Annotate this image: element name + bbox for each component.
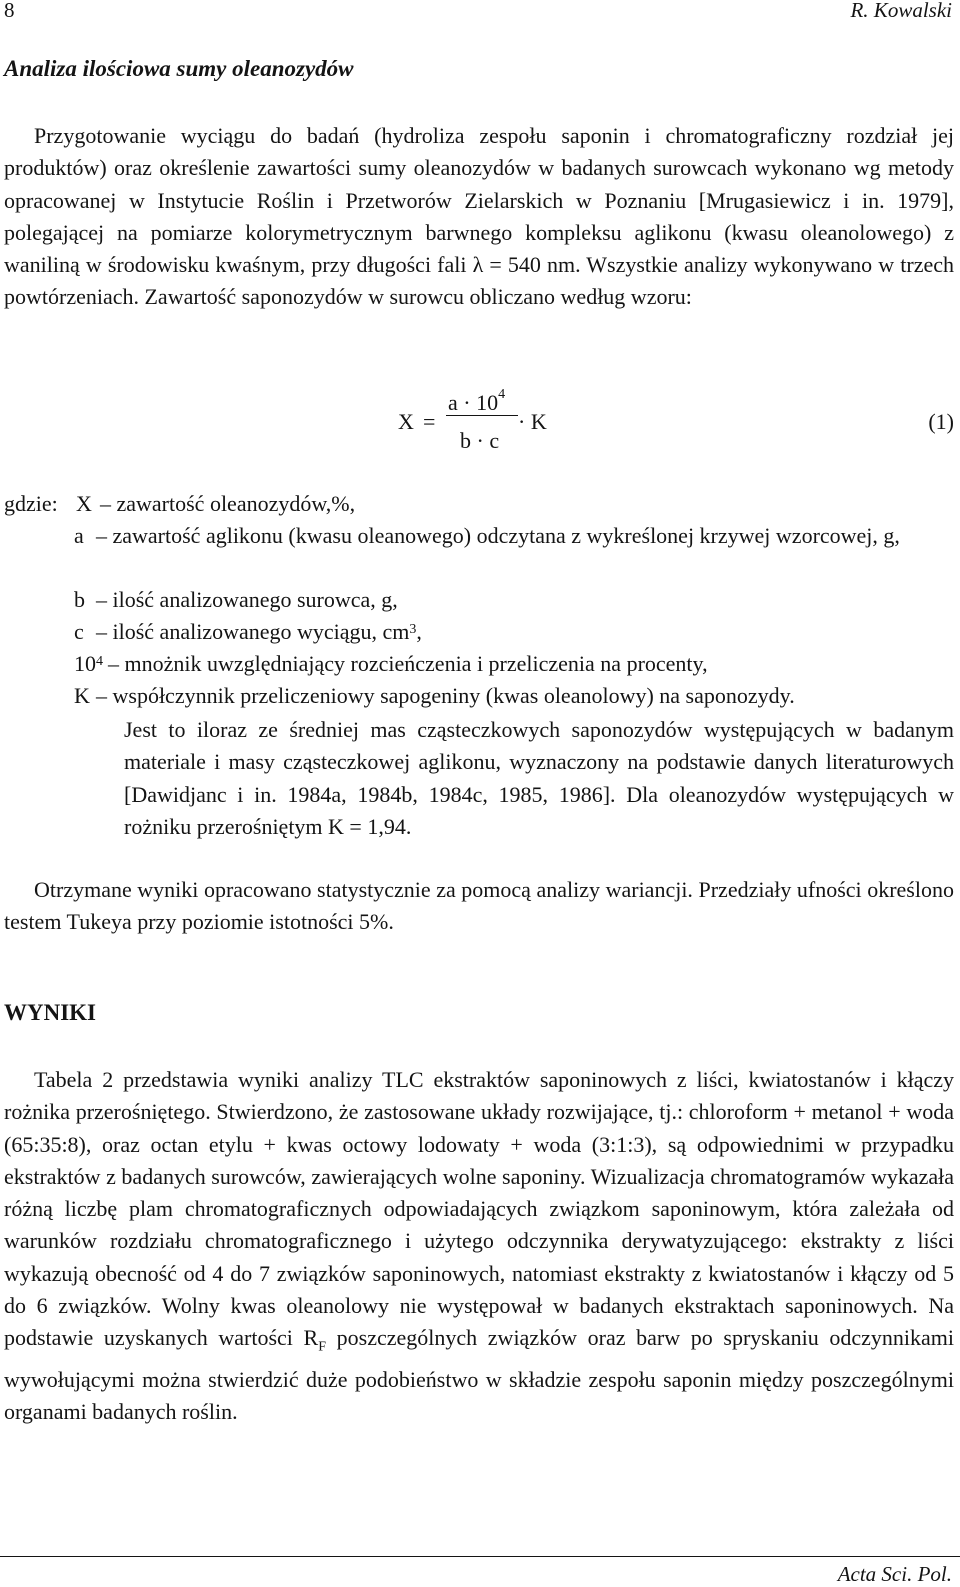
formula-number: (1) xyxy=(928,409,954,434)
formula-lhs: X xyxy=(398,409,414,434)
definition-text: – zawartość oleanozydów,%, xyxy=(100,491,356,516)
page-number: 8 xyxy=(4,0,15,22)
definition-symbol-exponent: 4 xyxy=(96,654,103,669)
definition-text-tail: , xyxy=(416,619,422,644)
formula-numerator-exponent: 4 xyxy=(498,386,506,402)
definition-text-content: – ilość analizowanego wyciągu, cm xyxy=(96,619,410,644)
definition-text: – ilość analizowanego surowca, g, xyxy=(96,587,398,612)
definition-text-content: – zawartość aglikonu (kwasu oleanowego) odczytana z wykreślonej krzywej wzorcowej, g, xyxy=(96,523,900,548)
definition-text: – mnożnik uwzględniający rozcieńczenia i przeliczenia na procenty, xyxy=(108,651,708,676)
definition-text: – współczynnik przeliczeniowy sapogeniny (kwas oleanolowy) na saponozydy. xyxy=(96,683,795,708)
fraction-bar xyxy=(446,415,518,416)
definition-symbol-base: 10 xyxy=(74,651,96,676)
unit-exponent: 3 xyxy=(409,622,417,637)
footer-rule xyxy=(0,1556,960,1557)
definition-symbol: b xyxy=(74,587,85,612)
formula-equals: = xyxy=(423,409,436,434)
formula-1 xyxy=(0,384,960,464)
definition-symbol: a xyxy=(74,523,84,548)
definition-text xyxy=(96,616,954,648)
definition-symbol: c xyxy=(74,619,84,644)
paragraph-method xyxy=(4,120,954,314)
running-header-author: R. Kowalski xyxy=(850,0,952,22)
formula-numerator xyxy=(448,386,506,416)
definition-text xyxy=(96,520,954,552)
definitions-lead: gdzie: xyxy=(4,491,58,516)
formula-numerator-text: a · 10 xyxy=(448,390,499,415)
definition-continuation: Jest to iloraz ze średniej mas cząsteczkowych saponozydów występujących w badanym materiale i masy cząsteczkowej aglikonu, wyznaczony na podstawie danych literaturowych [Dawidjanc i in. 1984a, 1984b, 1984c, 1985, 1986]. Dla oleanozydów występujących w rożniku przerośniętym K = 1,94. xyxy=(124,717,954,839)
formula-denominator: b · c xyxy=(460,428,500,453)
definition-symbol xyxy=(74,648,103,680)
definition-symbol: K xyxy=(74,683,90,708)
paragraph-results xyxy=(4,1064,954,1429)
formula-rhs: · K xyxy=(518,409,547,434)
subsection-title: Analiza ilościowa sumy oleanozydów xyxy=(4,56,354,81)
definition-symbol: X xyxy=(76,491,92,516)
rf-subscript: F xyxy=(318,1339,326,1355)
paragraph-statistics-text: Otrzymane wyniki opracowano statystycznie za pomocą analizy wariancji. Przedziały ufności określono testem Tukeya przy poziomie istotności 5%. xyxy=(4,877,954,935)
paragraph-results-text: Tabela 2 przedstawia wyniki analizy TLC ekstraktów saponinowych z liści, kwiatostanów i kłączy rożnika przerośniętego. Stwierdzono, że zastosowane układy rozwijające, tj.: chloroform + metanol + woda (65:35:8), oraz octan etylu + kwas octowy lodowaty + woda (3:1:3), są odpowiednimi w przypadku ekstraktów z badanych surowców, zawierających wolne saponiny. Wizualizacja chromatogramów wykazała różną liczbę plam chromatograficznych odpowiadających związkom saponinowym, która zależała od warunków rozdziału chromatograficznego i użytego odczynnika derywatyzującego: ekstrakty z liści wykazują obecność od 4 do 7 związków saponinowych, natomiast ekstrakty z kwiatostanów i kłączy od 5 do 6 związków. Wolny kwas oleanolowy nie występował w badanych ekstraktach saponinowych. Na podstawie uzyskanych wartości R xyxy=(4,1067,954,1351)
section-heading: WYNIKI xyxy=(4,1000,97,1025)
paragraph-results-tail: poszczególnych związków oraz barw po spryskaniu odczynnikami wywołującymi można stwierdzić duże podobieństwo w składzie zespołu saponin między poszczególnymi organami badanych roślin. xyxy=(4,1325,954,1425)
paragraph-method-text: Przygotowanie wyciągu do badań (hydroliza zespołu saponin i chromatograficzny rozdział jej produktów) oraz określenie zawartości sumy oleanozydów w badanych surowcach wykonano wg metody opracowanej w Instytucie Roślin i Przetworów Zielarskich w Poznaniu [Mrugasiewicz i in. 1979], polegającej na pomiarze kolorymetrycznym barwnego kompleksu aglikonu (kwasu oleanolowego) z waniliną w środowisku kwaśnym, przy długości fali λ = 540 nm. Wszystkie analizy wykonywano w trzech powtórzeniach. Zawartość saponozydów w surowcu obliczano według wzoru: xyxy=(4,123,954,310)
paragraph-statistics xyxy=(4,874,954,939)
running-footer-journal: Acta Sci. Pol. xyxy=(837,1562,952,1586)
